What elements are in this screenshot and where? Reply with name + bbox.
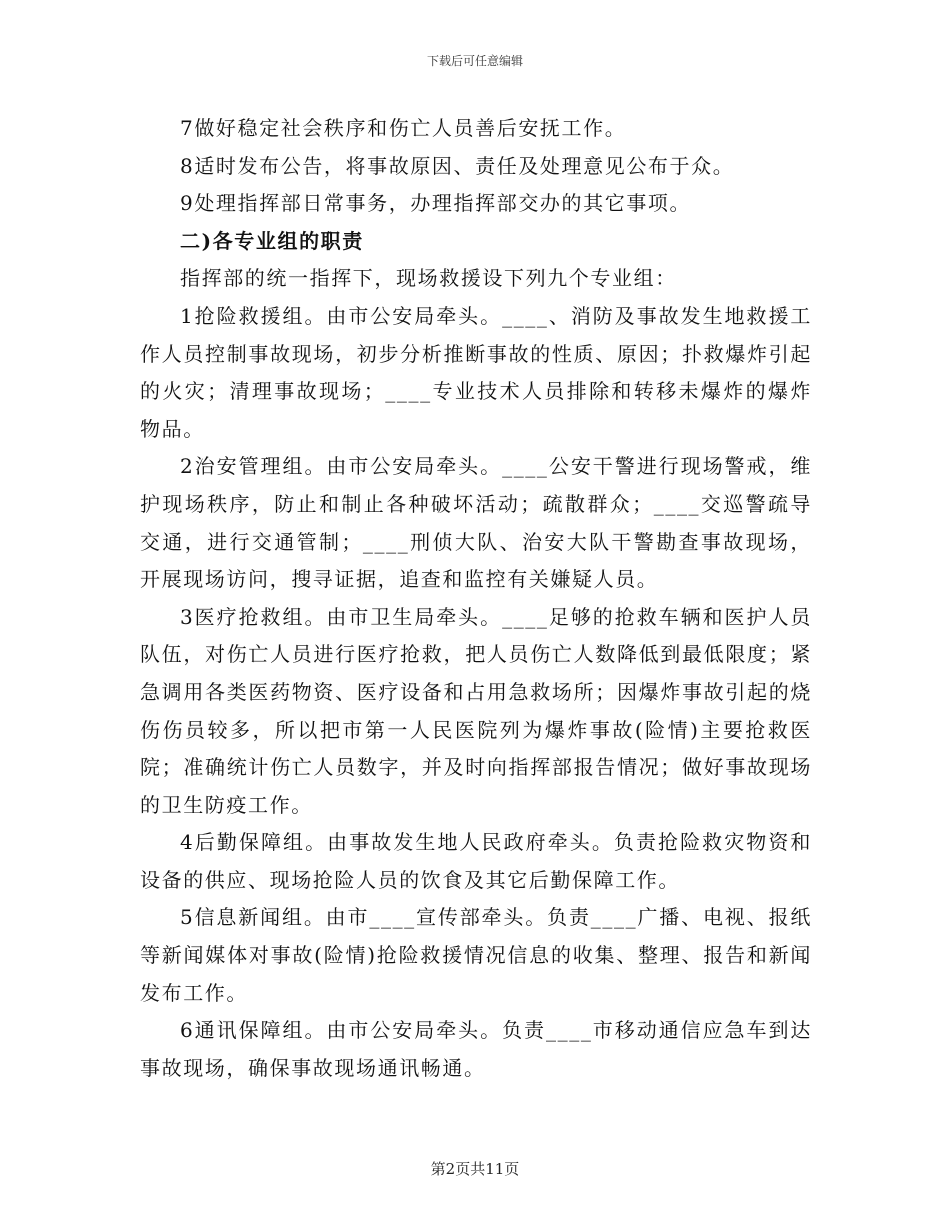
paragraph-group-medical: 3医疗抢救组。由市卫生局牵头。____足够的抢救车辆和医护人员队伍，对伤亡人员进行医疗抢救，把人员伤亡人数降低到最低限度；紧急调用各类医药物资、医疗设备和占用急救场所；因爆炸事故引起的烧伤伤员较多，所以把市第一人民医院列为爆炸事故(险情)主要抢救医院；准确统计伤亡人员数字，并及时向指挥部报告情况；做好事故现场的卫生防疫工作。 xyxy=(140,604,812,817)
page-header: 下载后可任意编辑 xyxy=(426,54,523,68)
paragraph-group-news: 5信息新闻组。由市____宣传部牵头。负责____广播、电视、报纸等新闻媒体对事故(险情)抢险救援情况信息的收集、整理、报告和新闻发布工作。 xyxy=(140,905,812,1005)
paragraph-duty-7: 7做好稳定社会秩序和伤亡人员善后安抚工作。 xyxy=(180,116,627,140)
paragraph-group-security: 2治安管理组。由市公安局牵头。____公安干警进行现场警戒，维护现场秩序，防止和制止各种破坏活动；疏散群众；____交巡警疏导交通，进行交通管制；____刑侦大队、治安大队干警勘查事故现场，开展现场访问，搜寻证据，追查和监控有关嫌疑人员。 xyxy=(140,454,812,592)
section-heading: 二)各专业组的职责 xyxy=(180,228,364,253)
paragraph-duty-9: 9处理指挥部日常事务，办理指挥部交办的其它事项。 xyxy=(180,191,692,216)
paragraph-group-logistics: 4后勤保障组。由事故发生地人民政府牵头。负责抢险救灾物资和设备的供应、现场抢险人员的饮食及其它后勤保障工作。 xyxy=(140,830,812,892)
paragraph-group-rescue: 1抢险救援组。由市公安局牵头。____、消防及事故发生地救援工作人员控制事故现场，初步分析推断事故的性质、原因；扑救爆炸引起的火灾；清理事故现场；____专业技术人员排除和转移未爆炸的爆炸物品。 xyxy=(140,303,812,441)
paragraph-group-communication: 6通讯保障组。由市公安局牵头。负责____市移动通信应急车到达事故现场，确保事故现场通讯畅通。 xyxy=(140,1018,812,1080)
document-body xyxy=(140,110,812,1087)
paragraph-duty-8: 8适时发布公告，将事故原因、责任及处理意见公布于众。 xyxy=(180,153,735,178)
paragraph-intro: 指挥部的统一指挥下，现场救援设下列九个专业组： xyxy=(180,266,677,291)
page-footer: 第2页共11页 xyxy=(430,1160,520,1178)
